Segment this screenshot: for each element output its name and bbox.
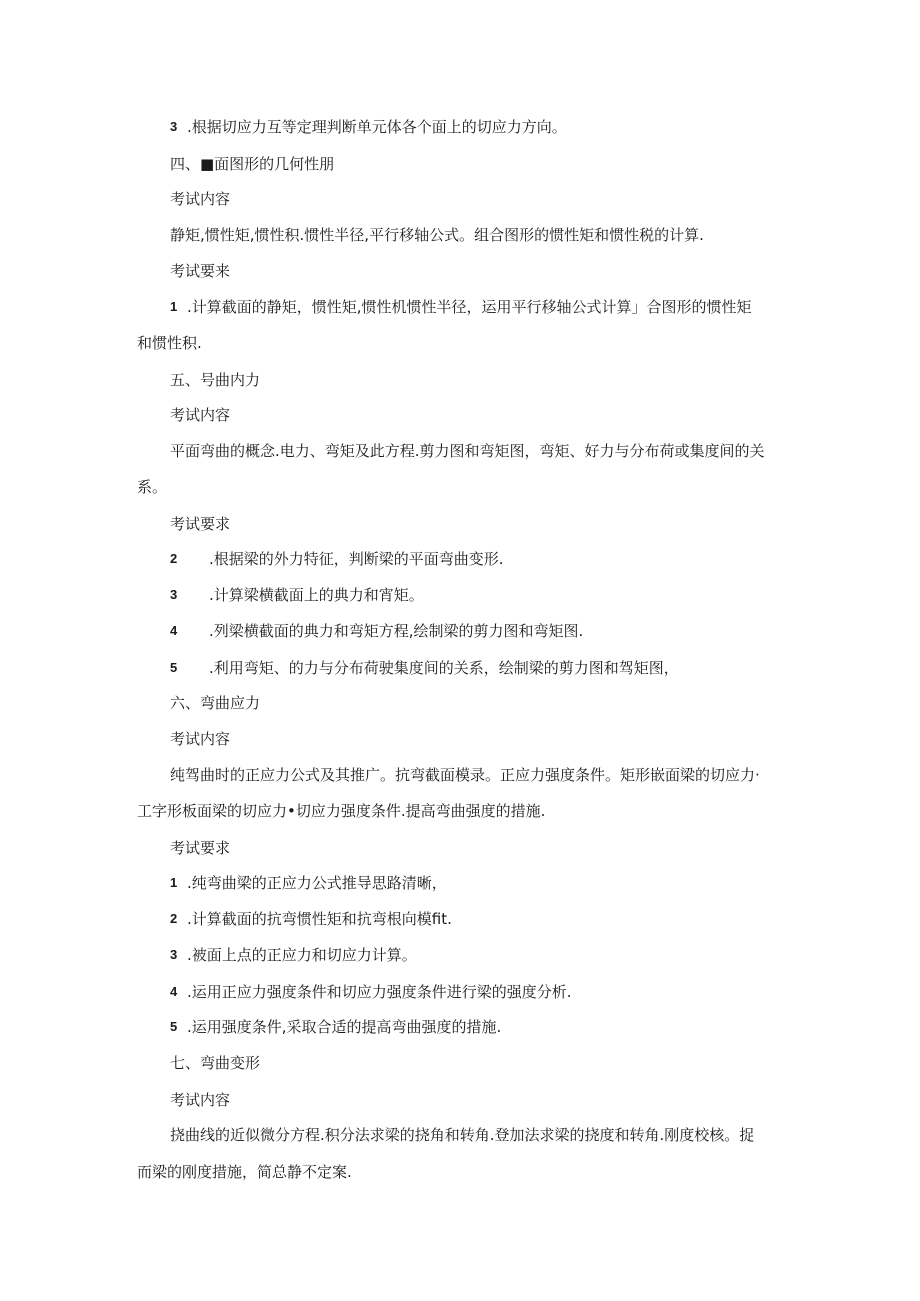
section-heading: 六、弯曲应力: [170, 694, 261, 712]
list-item-number: 2: [170, 911, 178, 926]
list-item-number: 3: [170, 587, 178, 602]
requirements-label: 考试要求: [170, 839, 231, 857]
list-item-text: .计算截面的静矩，惯性矩,惯性机惯性半径，运用平行移轴公式计算」合图形的惯性矩: [187, 298, 752, 316]
list-item-text: .运用正应力强度条件和切应力强度条件进行梁的强度分析.: [187, 983, 572, 1001]
content-label: 考试内容: [170, 730, 231, 748]
list-item-text: .计算截面的抗弯惯性矩和抗弯根向模fit.: [187, 910, 452, 928]
list-item-number: 4: [170, 623, 178, 638]
content-label: 考试内容: [170, 190, 231, 208]
content-paragraph-continued: 系。: [137, 478, 168, 496]
list-item-text-continued: 和惯性积.: [137, 334, 202, 352]
requirements-label: 考试要求: [170, 515, 231, 533]
list-item-text: .利用弯矩、的力与分布荷驶集度间的关系，绘制梁的剪力图和驾矩图，: [209, 659, 679, 677]
content-paragraph: 挠曲线的近似微分方程.积分法求梁的挠角和转角.登加法求梁的挠度和转角.刚度校核。捉: [170, 1126, 755, 1144]
list-item-number: 1: [170, 875, 178, 890]
list-item-text: .计算梁横截面上的典力和宵矩。: [209, 586, 424, 604]
list-item-text: .纯弯曲梁的正应力公式推导思路清晰，: [187, 874, 447, 892]
section-heading: 五、号曲内力: [170, 371, 261, 389]
list-item-number: 1: [170, 299, 178, 314]
content-paragraph-continued: 而梁的刚度措施，简总静不定案.: [137, 1163, 352, 1181]
content-paragraph: 纯驾曲时的正应力公式及其推广。抗弯截面模录。正应力强度条件。矩形嵌面梁的切应力·: [170, 766, 760, 784]
list-item-text: .根据切应力互等定理判断单元体各个面上的切应力方向。: [187, 118, 567, 136]
list-item-text: .列梁横截面的典力和弯矩方程,绘制梁的剪力图和弯矩图.: [209, 622, 584, 640]
list-item-number: 2: [170, 551, 178, 566]
content-paragraph: 平面弯曲的概念.电力、弯矩及此方程.剪力图和弯矩图，弯矩、好力与分布荷或集度间的关: [170, 442, 765, 460]
section-heading: 七、弯曲变形: [170, 1054, 261, 1072]
section-heading: 四、■面图形的几何性朋: [170, 155, 335, 173]
list-item-text: .被面上点的正应力和切应力计算。: [187, 946, 417, 964]
list-item-number: 5: [170, 1019, 178, 1034]
list-item-number: 3: [170, 947, 178, 962]
list-item-number: 3: [170, 119, 178, 134]
list-item-text: .运用强度条件,采取合适的提高弯曲强度的措施.: [187, 1018, 502, 1036]
content-label: 考试内容: [170, 406, 231, 424]
list-item-number: 5: [170, 660, 178, 675]
content-paragraph-continued: 工字形板面梁的切应力•切应力强度条件.提高弯曲强度的措施.: [137, 802, 546, 820]
requirements-label: 考试要来: [170, 262, 231, 280]
list-item-text: .根据梁的外力特征，判断梁的平面弯曲变形.: [209, 550, 504, 568]
list-item-number: 4: [170, 984, 178, 999]
content-paragraph: 静矩,惯性矩,惯性积.惯性半径,平行移轴公式。组合图形的惯性矩和惯性税的计算.: [170, 226, 704, 244]
content-label: 考试内容: [170, 1091, 231, 1109]
